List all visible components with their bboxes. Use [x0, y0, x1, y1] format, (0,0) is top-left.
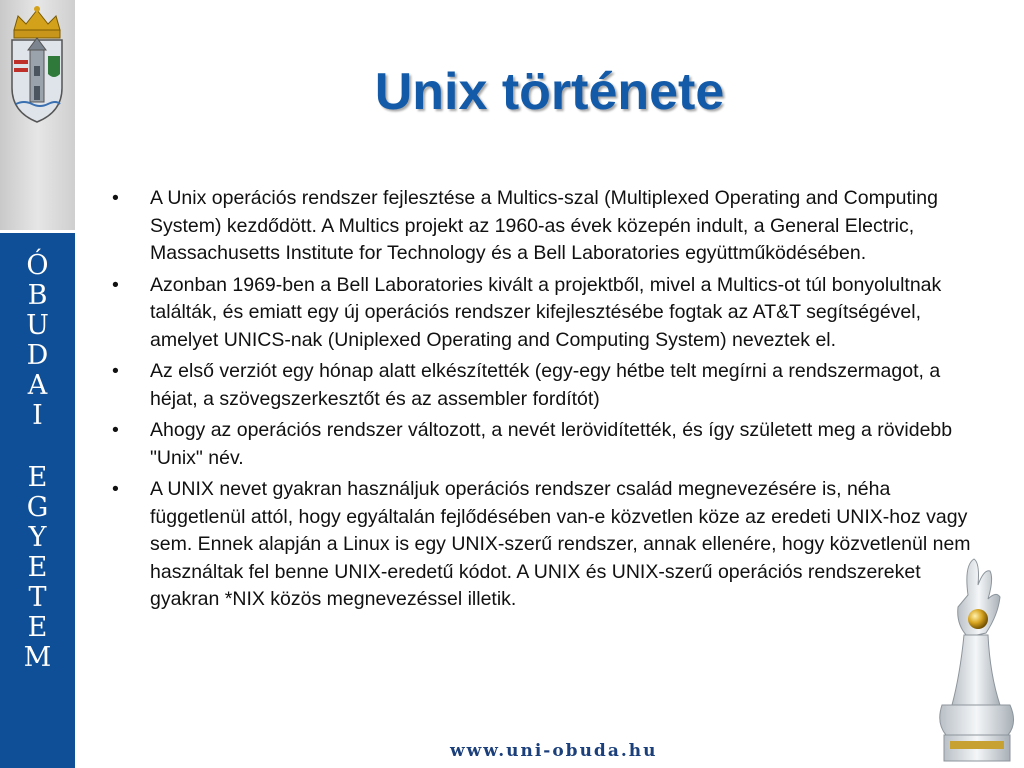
bullet-marker: • [112, 360, 119, 382]
footer-url: www.uni-obuda.hu [450, 741, 658, 761]
sidebar-letter: A [27, 370, 48, 401]
university-crest-icon [4, 4, 71, 126]
bullet-marker: • [112, 187, 119, 209]
bullet-item [112, 185, 972, 268]
sidebar-letter: Ó [26, 250, 49, 281]
bullet-item [112, 272, 972, 355]
bullet-text: A Unix operációs rendszer fejlesztése a Multics-szal (Multiplexed Operating and Computing System) kezdődött. A Multics projekt az 1960-as évek közepén indult, a General Electric, Massachusetts Institute for Technology és a Bell Laboratories együttműködésében. [150, 187, 938, 264]
bullet-item [112, 358, 972, 413]
sidebar-letter: G [26, 492, 49, 523]
sidebar-letter: D [26, 340, 49, 371]
sidebar-letter: B [27, 280, 48, 311]
sidebar-letter: U [26, 310, 49, 341]
bullet-marker: • [112, 419, 119, 441]
bullet-marker: • [112, 273, 119, 296]
sidebar-banner [0, 230, 75, 768]
bullet-text: Ahogy az operációs rendszer változott, a nevét lerövidítették, és így született meg a rövidebb "Unix" név. [150, 419, 953, 469]
bullet-item [112, 476, 972, 614]
sidebar-letter: E [27, 552, 48, 583]
sidebar-letter: E [27, 612, 48, 643]
bullet-text: Az első verziót egy hónap alatt elkészítették (egy-egy hétbe telt megírni a rendszermagot, a héjat, a szövegszerkesztőt és az assembler fordítót) [150, 360, 941, 410]
bullet-list [112, 185, 972, 618]
bullet-text: Azonban 1969-ben a Bell Laboratories kivált a projektből, mivel a Multics-ot túl bonyolultnak találták, és emiatt egy új operációs rendszer kifejlesztésébe fogtak az AT&T segítségével, amelyet UNICS-nak (Uniplexed Operating and Computing System) neveztek el. [150, 273, 942, 351]
sidebar-letter: M [23, 642, 52, 673]
sidebar-letter: T [28, 582, 47, 613]
bullet-marker: • [112, 478, 119, 500]
crest-panel [0, 0, 75, 230]
sidebar-letter: I [32, 400, 43, 431]
slide-title: Unix története [374, 63, 725, 121]
quality-award-statue-icon [928, 555, 1024, 765]
sidebar-university-name [0, 251, 75, 673]
sidebar-letter: E [27, 462, 48, 493]
bullet-item [112, 417, 972, 472]
bullet-text: A UNIX nevet gyakran használjuk operációs rendszer család megnevezésére is, néha függetlenül attól, hogy egyáltalán fejlődésében van-e közvetlen köze az eredeti UNIX-hoz vagy sem. Ennek alapján a Linux is egy UNIX-szerű rendszer, annak ellenére, hogy közvetlenül nem használtak fel benne UNIX-eredetű kódot. A UNIX és UNIX-szerű operációs rendszereket gyakran *NIX közös megnevezéssel illetik. [150, 478, 971, 610]
sidebar-letter: Y [28, 522, 47, 553]
